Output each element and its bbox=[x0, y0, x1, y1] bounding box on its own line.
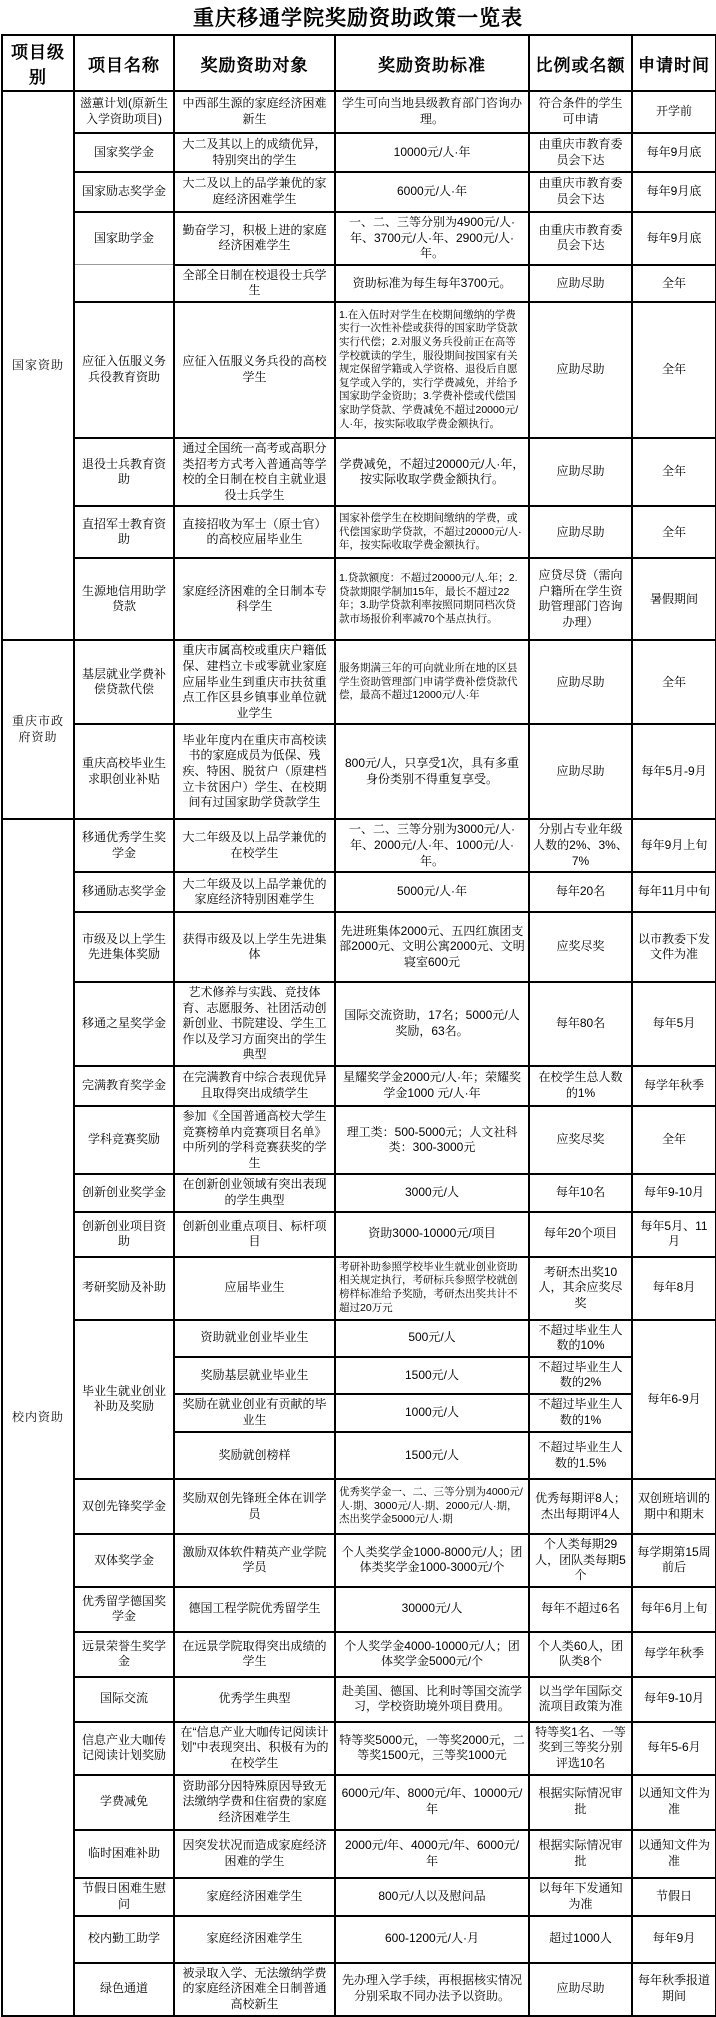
header-row bbox=[2, 35, 716, 91]
table-row bbox=[2, 872, 716, 912]
time-cell: 每年9-10月 bbox=[632, 1677, 716, 1722]
table-row bbox=[2, 724, 716, 819]
quota-cell: 每年不超过6名 bbox=[529, 1587, 632, 1632]
standard-cell: 1.贷款额度：不超过20000元/人.年；2.贷款期限学制加15年，最长不超过22年；3.助学贷款利率按照同期同档次贷款市场报价利率减70个基点执行。 bbox=[335, 558, 529, 640]
standard-cell: 600-1200元/人·月 bbox=[335, 1916, 529, 1963]
quota-cell: 应奖尽奖 bbox=[529, 912, 632, 982]
table-body bbox=[2, 91, 716, 2016]
time-cell: 每学期第15周前后 bbox=[632, 1534, 716, 1587]
standard-cell: 30000元/人 bbox=[335, 1587, 529, 1632]
quota-cell: 每年10名 bbox=[529, 1174, 632, 1211]
name-cell: 生源地信用助学贷款 bbox=[74, 558, 174, 640]
standard-cell: 理工类：500-5000元；人文社科类：300-3000元 bbox=[335, 1106, 529, 1174]
time-cell: 每学年秋季 bbox=[632, 1632, 716, 1677]
level-cell: 校内资助 bbox=[2, 819, 74, 2015]
target-cell: 大二及以上的品学兼优的家庭经济困难学生 bbox=[174, 172, 335, 212]
name-cell: 绿色通道 bbox=[74, 1963, 174, 2016]
table-row bbox=[2, 1963, 716, 2016]
name-cell: 应征入伍服义务兵役教育资助 bbox=[74, 302, 174, 438]
standard-cell: 2000元/年、4000元/年、6000元/年 bbox=[335, 1830, 529, 1878]
standard-cell: 个人类奖学金1000-8000元/人；团体类奖学金1000-3000元/个 bbox=[335, 1534, 529, 1587]
target-cell: 毕业年度内在重庆市高校读书的家庭成员为低保、残疾、特困、脱贫户（原建档立卡贫困户）学生、在校期间有过国家助学贷款学生 bbox=[174, 724, 335, 819]
target-cell: 重庆市属高校或重庆户籍低保、建档立卡或零就业家庭应届毕业生到重庆市扶贫重点工作区县乡镇事业单位就业学生 bbox=[174, 640, 335, 724]
target-cell: 被录取入学、无法缴纳学费的家庭经济困难全日制普通高校新生 bbox=[174, 1963, 335, 2016]
quota-cell: 符合条件的学生可申请 bbox=[529, 91, 632, 133]
standard-cell: 10000元/人·年 bbox=[335, 133, 529, 172]
standard-cell: 5000元/人·年 bbox=[335, 872, 529, 912]
standard-cell: 1000元/人 bbox=[335, 1394, 529, 1432]
time-cell: 全年 bbox=[632, 302, 716, 438]
time-cell: 双创班培训的期中和期末 bbox=[632, 1479, 716, 1534]
target-cell: 创新创业重点项目、标杆项目 bbox=[174, 1212, 335, 1257]
name-cell: 学费减免 bbox=[74, 1775, 174, 1830]
table-row bbox=[2, 1066, 716, 1106]
name-cell: 节假日困难生慰问 bbox=[74, 1878, 174, 1916]
quota-cell: 特等奖1名、一等奖到三等奖分别评选10名 bbox=[529, 1722, 632, 1775]
time-cell: 每年11月中旬 bbox=[632, 872, 716, 912]
time-cell: 暑假期间 bbox=[632, 558, 716, 640]
name-cell: 远景荣誉生奖学金 bbox=[74, 1632, 174, 1677]
table-row bbox=[2, 1212, 716, 1257]
target-cell: 奖励双创先锋班全体在训学员 bbox=[174, 1479, 335, 1534]
target-cell: 中西部生源的家庭经济困难新生 bbox=[174, 91, 335, 133]
quota-cell: 应奖尽奖 bbox=[529, 1106, 632, 1174]
name-cell: 滋蕙计划(原新生入学资助项目) bbox=[74, 91, 174, 133]
time-cell: 每年9-10月 bbox=[632, 1174, 716, 1211]
quota-cell: 根据实际情况审批 bbox=[529, 1830, 632, 1878]
target-cell: 获得市级及以上学生先进集体 bbox=[174, 912, 335, 982]
column-header: 申请时间 bbox=[632, 35, 716, 91]
target-cell: 因突发状况而造成家庭经济困难的学生 bbox=[174, 1830, 335, 1878]
standard-cell: 先办理入学手续，再根据核实情况分别采取不同办法予以资助。 bbox=[335, 1963, 529, 2016]
time-cell: 每年9月上旬 bbox=[632, 819, 716, 872]
name-cell: 移通优秀学生奖学金 bbox=[74, 819, 174, 872]
quota-cell: 个人类每期29人，团队类每期5个 bbox=[529, 1534, 632, 1587]
table-row bbox=[2, 1479, 716, 1534]
target-cell: 在创新创业领域有突出表现的学生典型 bbox=[174, 1174, 335, 1211]
table-row bbox=[2, 302, 716, 438]
standard-cell: 资助3000-10000元/项目 bbox=[335, 1212, 529, 1257]
target-cell: 直接招收为军士（原士官）的高校应届毕业生 bbox=[174, 506, 335, 558]
time-cell: 每年5月、11月 bbox=[632, 1212, 716, 1257]
quota-cell: 考研杰出奖10人，其余应奖尽奖 bbox=[529, 1257, 632, 1320]
name-cell: 国家奖学金 bbox=[74, 133, 174, 172]
standard-cell: 1500元/人 bbox=[335, 1357, 529, 1394]
time-cell: 每年9月底 bbox=[632, 133, 716, 172]
time-cell: 以通知文件为准 bbox=[632, 1830, 716, 1878]
table-row bbox=[2, 1632, 716, 1677]
quota-cell: 以每年下发通知为准 bbox=[529, 1878, 632, 1916]
quota-cell: 不超过毕业生人数的10% bbox=[529, 1320, 632, 1357]
name-cell: 基层就业学费补偿贷款代偿 bbox=[74, 640, 174, 724]
quota-cell: 分别占专业年级人数的2%、3%、7% bbox=[529, 819, 632, 872]
standard-cell: 一、二、三等分别为3000元/人·年、2000元/人·年、1000元/人·年。 bbox=[335, 819, 529, 872]
name-cell: 移通励志奖学金 bbox=[74, 872, 174, 912]
time-cell: 每年6-9月 bbox=[632, 1320, 716, 1479]
standard-cell: 800元/人以及慰问品 bbox=[335, 1878, 529, 1916]
name-cell: 创新创业项目资助 bbox=[74, 1212, 174, 1257]
standard-cell: 500元/人 bbox=[335, 1320, 529, 1357]
quota-cell: 个人类60人，团队类8个 bbox=[529, 1632, 632, 1677]
table-row bbox=[2, 1722, 716, 1775]
column-header: 项目名称 bbox=[74, 35, 174, 91]
quota-cell: 不超过毕业生人数的1% bbox=[529, 1394, 632, 1432]
name-cell: 完满教育奖学金 bbox=[74, 1066, 174, 1106]
standard-cell: 特等奖5000元，一等奖2000元，二等奖1500元，三等奖1000元 bbox=[335, 1722, 529, 1775]
target-cell: 激励双体软件精英产业学院学员 bbox=[174, 1534, 335, 1587]
time-cell: 每学年秋季 bbox=[632, 1066, 716, 1106]
table-row bbox=[2, 1320, 716, 1357]
policy-table bbox=[1, 34, 716, 2017]
name-cell: 优秀留学德国奖学金 bbox=[74, 1587, 174, 1632]
time-cell: 全年 bbox=[632, 438, 716, 506]
table-row bbox=[2, 1106, 716, 1174]
time-cell: 全年 bbox=[632, 506, 716, 558]
standard-cell: 1500元/人 bbox=[335, 1432, 529, 1479]
column-header: 奖励资助标准 bbox=[335, 35, 529, 91]
column-header: 奖励资助对象 bbox=[174, 35, 335, 91]
table-row bbox=[2, 1916, 716, 1963]
standard-cell: 1.在入伍时对学生在校期间缴纳的学费实行一次性补偿或获得的国家助学贷款实行代偿；2.对服义务兵役前正在高等学校就读的学生，服役期间按国家有关规定保留学籍或入学资格、退役后自愿复学或入学的，实行学费减免，并给予国家助学金资助；3.学费补偿或代偿国家助学贷款、学费减免不超过20000元/人·年，按实际收取学费金额执行。 bbox=[335, 302, 529, 438]
time-cell: 每年5月 bbox=[632, 982, 716, 1066]
quota-cell: 应助尽助 bbox=[529, 1963, 632, 2016]
quota-cell: 根据实际情况审批 bbox=[529, 1775, 632, 1830]
target-cell: 奖励基层就业毕业生 bbox=[174, 1357, 335, 1394]
table-row bbox=[2, 1534, 716, 1587]
quota-cell: 不超过毕业生人数的2% bbox=[529, 1357, 632, 1394]
target-cell: 在“信息产业大咖传记阅读计划”中表现突出、积极有为的在校学生 bbox=[174, 1722, 335, 1775]
quota-cell: 应贷尽贷（需向户籍所在学生资助管理部门咨询办理） bbox=[529, 558, 632, 640]
target-cell: 家庭经济困难的全日制本专科学生 bbox=[174, 558, 335, 640]
quota-cell: 应助尽助 bbox=[529, 438, 632, 506]
table-row bbox=[2, 1775, 716, 1830]
table-row bbox=[2, 265, 716, 302]
quota-cell: 应助尽助 bbox=[529, 506, 632, 558]
table-row bbox=[2, 212, 716, 265]
time-cell: 节假日 bbox=[632, 1878, 716, 1916]
name-cell: 市级及以上学生先进集体奖励 bbox=[74, 912, 174, 982]
standard-cell: 国家补偿学生在校期间缴纳的学费，或代偿国家助学贷款，不超过20000元/人·年，按实际收取学费金额执行。 bbox=[335, 506, 529, 558]
target-cell: 家庭经济困难学生 bbox=[174, 1878, 335, 1916]
quota-cell: 应助尽助 bbox=[529, 724, 632, 819]
target-cell: 德国工程学院优秀留学生 bbox=[174, 1587, 335, 1632]
standard-cell: 一、二、三等分别为4900元/人·年、3700元/人·年、2900元/人·年。 bbox=[335, 212, 529, 265]
quota-cell: 应助尽助 bbox=[529, 265, 632, 302]
table-row bbox=[2, 912, 716, 982]
name-cell: 创新创业奖学金 bbox=[74, 1174, 174, 1211]
time-cell: 以市教委下发文件为准 bbox=[632, 912, 716, 982]
table-row bbox=[2, 133, 716, 172]
target-cell: 大二年级及以上品学兼优的在校学生 bbox=[174, 819, 335, 872]
standard-cell: 考研补助参照学校毕业生就业创业资助相关规定执行，考研标兵参照学校就创榜样标准给予奖励，考研杰出奖共计不超过20万元 bbox=[335, 1257, 529, 1320]
target-cell: 资助就业创业毕业生 bbox=[174, 1320, 335, 1357]
time-cell: 开学前 bbox=[632, 91, 716, 133]
level-cell: 重庆市政府资助 bbox=[2, 640, 74, 819]
time-cell: 每年5月-9月 bbox=[632, 724, 716, 819]
table-row bbox=[2, 1878, 716, 1916]
name-cell: 学科竞赛奖励 bbox=[74, 1106, 174, 1174]
name-cell: 校内勤工助学 bbox=[74, 1916, 174, 1963]
time-cell: 每年9月 bbox=[632, 1916, 716, 1963]
standard-cell: 个人奖学金4000-10000元/人；团体奖学金5000元/个 bbox=[335, 1632, 529, 1677]
target-cell: 在完满教育中综合表现优异且取得突出成绩学生 bbox=[174, 1066, 335, 1106]
time-cell: 全年 bbox=[632, 1106, 716, 1174]
target-cell: 奖励在就业创业有贡献的毕业生 bbox=[174, 1394, 335, 1432]
table-row bbox=[2, 91, 716, 133]
name-cell: 直招军士教育资助 bbox=[74, 506, 174, 558]
standard-cell: 先进班集体2000元、五四红旗团支部2000元、文明公寓2000元、文明寝室600元 bbox=[335, 912, 529, 982]
target-cell: 优秀学生典型 bbox=[174, 1677, 335, 1722]
quota-cell: 以当学年国际交流项目政策为准 bbox=[529, 1677, 632, 1722]
table-row bbox=[2, 1587, 716, 1632]
target-cell: 应征入伍服义务兵役的高校学生 bbox=[174, 302, 335, 438]
quota-cell: 由重庆市教育委员会下达 bbox=[529, 133, 632, 172]
name-cell: 国家励志奖学金 bbox=[74, 172, 174, 212]
quota-cell: 优秀每期评8人；杰出每期评4人 bbox=[529, 1479, 632, 1534]
table-row bbox=[2, 1257, 716, 1320]
table-row bbox=[2, 506, 716, 558]
standard-cell: 星耀奖学金2000元/人·年；荣耀奖学金1000 元/人·年 bbox=[335, 1066, 529, 1106]
name-cell: 重庆高校毕业生求职创业补贴 bbox=[74, 724, 174, 819]
quota-cell: 每年80名 bbox=[529, 982, 632, 1066]
table-row bbox=[2, 819, 716, 872]
target-cell: 勤奋学习，积极上进的家庭经济困难学生 bbox=[174, 212, 335, 265]
target-cell: 大二年级及以上品学兼优的家庭经济特别困难学生 bbox=[174, 872, 335, 912]
standard-cell: 6000元/人·年 bbox=[335, 172, 529, 212]
table-row bbox=[2, 558, 716, 640]
table-row bbox=[2, 438, 716, 506]
quota-cell: 每年20名 bbox=[529, 872, 632, 912]
time-cell: 每年5-6月 bbox=[632, 1722, 716, 1775]
target-cell: 全部全日制在校退役士兵学生 bbox=[174, 265, 335, 302]
standard-cell: 学生可向当地县级教育部门咨询办理。 bbox=[335, 91, 529, 133]
target-cell: 参加《全国普通高校大学生竞赛榜单内竞赛项目名单》中所列的学科竞赛获奖的学生 bbox=[174, 1106, 335, 1174]
table-row bbox=[2, 640, 716, 724]
column-header: 比例或名额 bbox=[529, 35, 632, 91]
target-cell: 艺术修养与实践、竞技体育、志愿服务、社团活动创新创业、书院建设、学生工作以及学习方面突出的学生典型 bbox=[174, 982, 335, 1066]
time-cell: 每年8月 bbox=[632, 1257, 716, 1320]
name-cell: 信息产业大咖传记阅读计划奖励 bbox=[74, 1722, 174, 1775]
name-cell: 国家助学金 bbox=[74, 212, 174, 265]
target-cell: 家庭经济困难学生 bbox=[174, 1916, 335, 1963]
table-row bbox=[2, 1174, 716, 1211]
target-cell: 通过全国统一高考或高职分类招考方式考入普通高等学校的全日制在校自主就业退役士兵学生 bbox=[174, 438, 335, 506]
standard-cell: 赴美国、德国、比利时等国交流学习，学校资助境外项目费用。 bbox=[335, 1677, 529, 1722]
name-cell: 双创先锋奖学金 bbox=[74, 1479, 174, 1534]
page-title: 重庆移通学院奖励资助政策一览表 bbox=[193, 7, 523, 30]
target-cell: 应届毕业生 bbox=[174, 1257, 335, 1320]
name-cell: 毕业生就业创业补助及奖励 bbox=[74, 1320, 174, 1479]
quota-cell: 超过1000人 bbox=[529, 1916, 632, 1963]
column-header: 项目级别 bbox=[2, 35, 74, 91]
name-cell: 考研奖励及补助 bbox=[74, 1257, 174, 1320]
table-row bbox=[2, 1830, 716, 1878]
target-cell: 资助部分因特殊原因导致无法缴纳学费和住宿费的家庭经济困难学生 bbox=[174, 1775, 335, 1830]
quota-cell: 应助尽助 bbox=[529, 640, 632, 724]
name-cell: 国际交流 bbox=[74, 1677, 174, 1722]
time-cell: 全年 bbox=[632, 265, 716, 302]
table-row bbox=[2, 1677, 716, 1722]
quota-cell: 每年20个项目 bbox=[529, 1212, 632, 1257]
quota-cell: 由重庆市教育委员会下达 bbox=[529, 212, 632, 265]
standard-cell: 学费减免，不超过20000元/人·年，按实际收取学费金额执行。 bbox=[335, 438, 529, 506]
name-cell: 移通之星奖学金 bbox=[74, 982, 174, 1066]
time-cell: 全年 bbox=[632, 640, 716, 724]
standard-cell: 800元/人，只享受1次，具有多重身份类别不得重复享受。 bbox=[335, 724, 529, 819]
quota-cell: 不超过毕业生人数的1.5% bbox=[529, 1432, 632, 1479]
quota-cell: 在校学生总人数的1% bbox=[529, 1066, 632, 1106]
target-cell: 在远景学院取得突出成绩的学生 bbox=[174, 1632, 335, 1677]
quota-cell: 由重庆市教育委员会下达 bbox=[529, 172, 632, 212]
time-cell: 每年秋季报道期间 bbox=[632, 1963, 716, 2016]
time-cell: 每年9月底 bbox=[632, 212, 716, 265]
target-cell: 大二及其以上的成绩优异，特别突出的学生 bbox=[174, 133, 335, 172]
time-cell: 每年6月上旬 bbox=[632, 1587, 716, 1632]
standard-cell: 服务期满三年的可向就业所在地的区县学生资助管理部门申请学费补偿贷款代偿，最高不超过12000元/人·年 bbox=[335, 640, 529, 724]
standard-cell: 资助标准为每生每年3700元。 bbox=[335, 265, 529, 302]
standard-cell: 国际交流资助，17名；5000元/人奖励，63名。 bbox=[335, 982, 529, 1066]
table-row bbox=[2, 172, 716, 212]
time-cell: 每年9月底 bbox=[632, 172, 716, 212]
name-cell: 双体奖学金 bbox=[74, 1534, 174, 1587]
standard-cell: 3000元/人 bbox=[335, 1174, 529, 1211]
table-row bbox=[2, 982, 716, 1066]
quota-cell: 应助尽助 bbox=[529, 302, 632, 438]
target-cell: 奖励就创榜样 bbox=[174, 1432, 335, 1479]
name-cell: 临时困难补助 bbox=[74, 1830, 174, 1878]
standard-cell: 优秀奖学金一、二、三等分别为4000元/人·期、3000元/人·期、2000元/人·期，杰出奖学金5000元/人·期 bbox=[335, 1479, 529, 1534]
standard-cell: 6000元/年、8000元/年、10000元/年 bbox=[335, 1775, 529, 1830]
name-cell: 退役士兵教育资助 bbox=[74, 438, 174, 506]
level-cell: 国家资助 bbox=[2, 91, 74, 640]
time-cell: 以通知文件为准 bbox=[632, 1775, 716, 1830]
name-cell bbox=[74, 265, 174, 302]
